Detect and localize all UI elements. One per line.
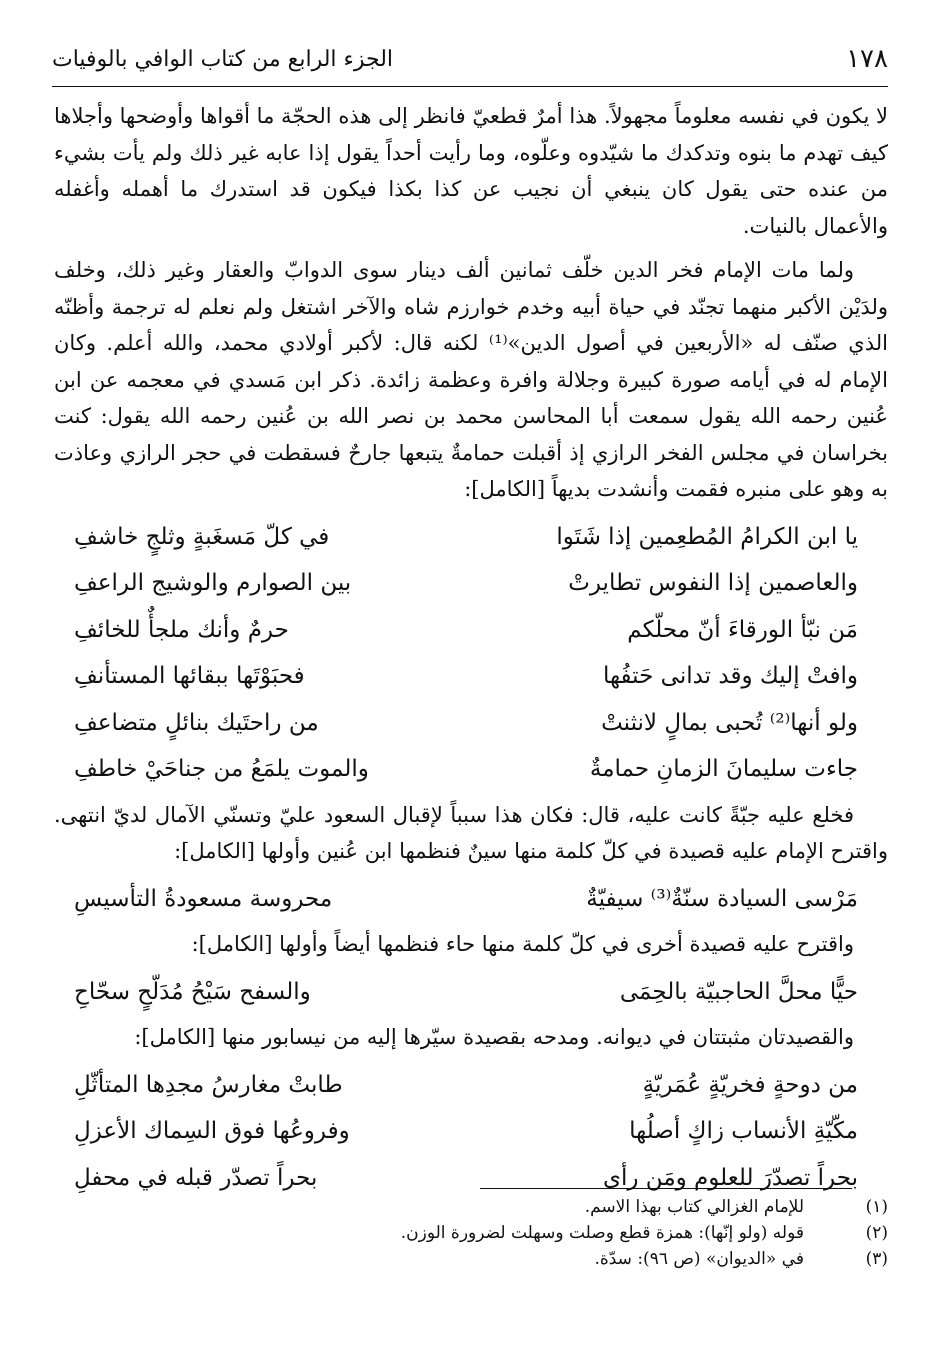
verse-line <box>54 607 888 654</box>
paragraph-5: والقصيدتان مثبتتان في ديوانه. ومدحه بقصيدة سيّرها إليه من نيسابور منها [الكامل]: <box>134 1025 854 1049</box>
verse-line <box>54 653 888 700</box>
hemistich-second: بحراً تصدّر قبله في محفلِ <box>74 1164 318 1191</box>
hemistich-first: بحراً تصدّرَ للعلوم ومَن رأى <box>603 1164 858 1191</box>
footnote-text: للإمام الغزالي كتاب بهذا الاسم. <box>584 1197 804 1217</box>
verse-line <box>54 969 888 1016</box>
poem-2 <box>54 876 888 923</box>
page-number: ١٧٨ <box>846 44 888 74</box>
hemistich-first: جاءت سليمانَ الزمانِ حمامةٌ <box>589 756 858 782</box>
hemistich-second: حرمٌ وأنك ملجأٌ للخائفِ <box>74 616 289 643</box>
hemistich-first: والعاصمين إذا النفوس تطايرتْ <box>568 570 858 596</box>
hemistich-second: بين الصوارم والوشيج الراعفِ <box>74 570 352 596</box>
footnote-text: في «الديوان» (ص ٩٦): سدّة. <box>594 1249 804 1269</box>
hemistich-first: ولو أنها⁽²⁾ تُحبى بمالٍ لانثنتْ <box>601 709 858 736</box>
hemistich-second: وفروعُها فوق السِماك الأعزلِ <box>74 1118 350 1144</box>
verse-line <box>54 746 888 793</box>
hemistich-first: مَرْسى السيادة سنّةٌ⁽³⁾ سيفيّةٌ <box>586 885 858 912</box>
poem-1 <box>54 514 888 793</box>
hemistich-first: من دوحةٍ فخريّةٍ عُمَريّةٍ <box>642 1071 858 1098</box>
hemistich-first: يا ابن الكرامُ المُطعِمين إذا شَتَوا <box>556 523 858 550</box>
hemistich-second: والموت يلمَعُ من جناحَيْ خاطفِ <box>74 756 369 782</box>
running-title: الجزء الرابع من كتاب الوافي بالوفيات <box>52 46 394 72</box>
hemistich-first: مَن نبّأ الورقاءَ أنّ محلّكم <box>627 616 858 643</box>
header-rule <box>52 86 888 87</box>
verse-line <box>54 514 888 561</box>
footnote <box>54 1246 888 1272</box>
footnote <box>54 1194 888 1220</box>
paragraph-1: لا يكون في نفسه معلوماً مجهولاً. هذا أمرٌ قطعيّ فانظر إلى هذه الحجّة ما أقواها وأوضحها وأجلاها كيف تهدم ما بنوه وتدكدك ما شيّدوه وعلّوه، وما رأيت أحداً يقول إذا عابه غير ذلك ولم يأت بشيء من عنده حتى يقول كان ينبغي أن نجيب عن كذا بكذا فيكون قد استدرك ما أهمله وأغفله والأعمال بالنيات. <box>54 104 888 238</box>
hemistich-first: وافتْ إليك وقد تدانى حَتفُها <box>602 663 858 689</box>
verse-line <box>54 1108 888 1155</box>
poem-4 <box>54 1062 888 1202</box>
paragraph-4: واقترح عليه قصيدة أخرى في كلّ كلمة منها حاء فنظمها أيضاً وأولها [الكامل]: <box>191 932 854 956</box>
footnote-number: (٢) <box>865 1223 888 1243</box>
hemistich-second: من راحتَيك بنائلٍ متضاعفِ <box>74 709 319 736</box>
footnotes <box>54 1194 888 1272</box>
footnote-number: (٣) <box>865 1249 888 1269</box>
verse-line <box>54 700 888 747</box>
paragraph-2: ولما مات الإمام فخر الدين خلّف ثمانين ألف دينار سوى الدوابّ والعقار وغير ذلك، وخلف ولدَيْن الأكبر منهما تجنّد في حياة أبيه وخدم خوارزم شاه والآخر اشتغل ولم نعلم له ترجمة وأظنّه الذي صنّف له «الأربعين في أصول الدين»⁽¹⁾ لكنه قال: لأكبر أولادي محمد، والله أعلم. وكان الإمام له في أيامه صورة كبيرة وجلالة وافرة وعظمة زائدة. ذكر ابن مَسدي في معجمه عن ابن عُنين رحمه الله يقول سمعت أبا المحاسن محمد بن نصر الله بن عُنين رحمه الله يقول: كنت بخراسان في مجلس الفخر الرازي إذ أقبلت حمامةٌ يتبعها جارحٌ فسقطت في حجر الرازي وعاذت به وهو على منبره فقمت وأنشدت بديهاً [الكامل]: <box>54 258 888 501</box>
paragraph-3: فخلع عليه جبّةً كانت عليه، قال: فكان هذا سبباً لإقبال السعود عليّ وتسنّي الآمال لديّ انتهى. واقترح الإمام عليه قصيدة في كلّ كلمة منها سينٌ فنظمها ابن عُنين وأولها [الكامل]: <box>54 802 888 863</box>
verse-line <box>54 1062 888 1109</box>
footnote-rule <box>480 1188 852 1189</box>
hemistich-second: والسفح سَيْحُ مُدَلّحٍ سحّاحِ <box>74 978 311 1005</box>
footnote-number: (١) <box>865 1197 888 1217</box>
footnote-text: قوله (ولو إنّها): همزة قطع وصلت وسهلت لضرورة الوزن. <box>400 1223 804 1243</box>
hemistich-first: حيًّا محلَّ الحاجبيّة بالحِمَى <box>619 978 858 1005</box>
hemistich-first: مكّيّةِ الأنساب زاكٍ أصلُها <box>629 1118 858 1144</box>
hemistich-second: فحبَوْتَها ببقائها المستأنفِ <box>74 663 305 689</box>
verse-line <box>54 876 888 923</box>
hemistich-second: طابتْ مغارسُ مجدِها المتأثّلِ <box>74 1071 343 1098</box>
hemistich-second: في كلّ مَسغَبةٍ وثلجٍ خاشفِ <box>74 523 330 550</box>
footnote <box>54 1220 888 1246</box>
verse-line <box>54 560 888 607</box>
page-header <box>52 34 888 84</box>
poem-3 <box>54 969 888 1016</box>
main-text <box>54 98 888 1205</box>
hemistich-second: محروسة مسعودةُ التأسيسِ <box>74 885 333 912</box>
